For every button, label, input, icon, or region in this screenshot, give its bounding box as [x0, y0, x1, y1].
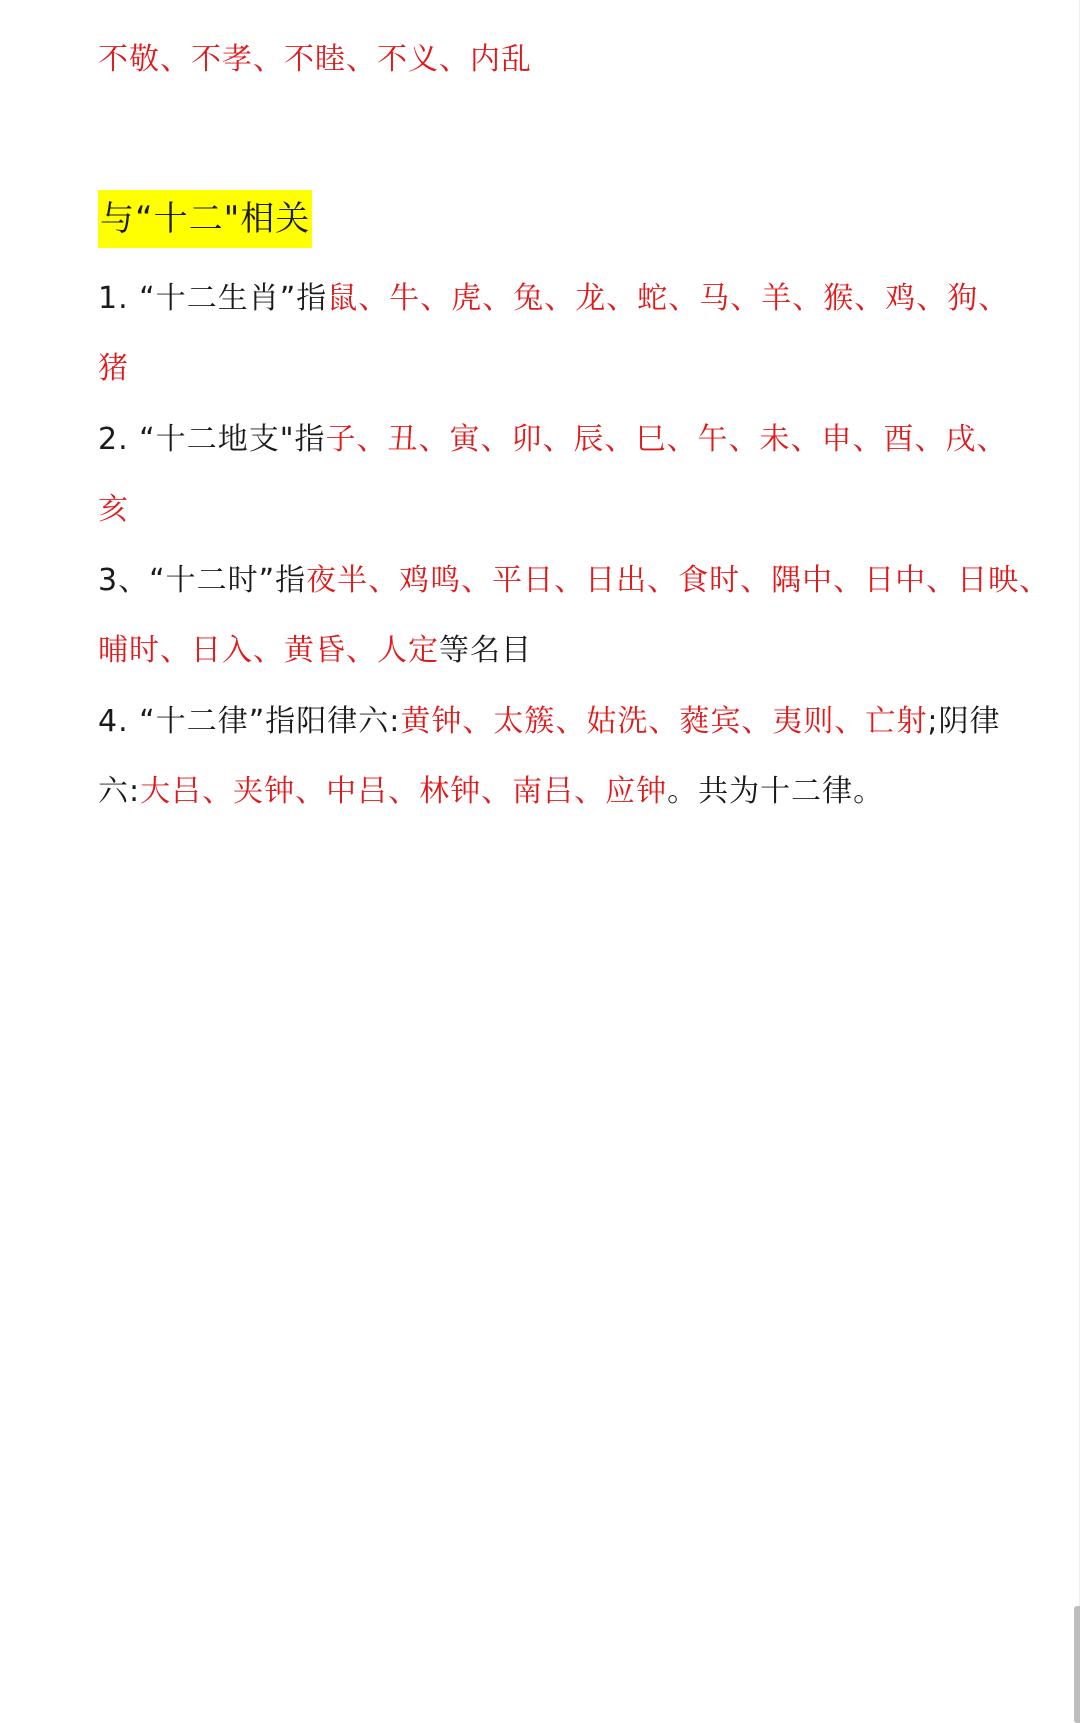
item-4-yin-values: 大吕、夹钟、中吕、林钟、南吕、应钟: [140, 774, 668, 809]
item-1-prefix: 1. “十二生肖”指: [98, 281, 328, 316]
scrollbar-thumb[interactable]: [1074, 1606, 1080, 1723]
item-3-prefix: 3、“十二时”指: [98, 563, 307, 598]
item-2-line-2: [98, 475, 129, 545]
item-1-values-cont: 猪: [98, 351, 129, 386]
item-2-line-1: [98, 405, 1008, 475]
section-heading: 与“十二"相关: [98, 190, 312, 248]
item-4-suffix: 。共为十二律。: [667, 774, 885, 809]
item-1-line-1: [98, 264, 1009, 334]
item-4-prefix: 4. “十二律”指阳律六:: [98, 704, 401, 739]
top-line-text: 不敬、不孝、不睦、不义、内乱: [98, 42, 532, 77]
item-3-line-2: [98, 616, 532, 686]
item-3-values: 夜半、鸡鸣、平日、日出、食时、隅中、日中、日映、: [306, 563, 1051, 598]
item-4-yin-prefix: ;阴律: [927, 704, 1001, 739]
item-4-line-2: [98, 757, 884, 827]
item-2-values: 子、丑、寅、卯、辰、巳、午、未、申、酉、戌、: [325, 422, 1008, 457]
item-3-values-cont: 晡时、日入、黄昏、人定: [98, 633, 439, 668]
item-2-prefix: 2. “十二地支"指: [98, 422, 326, 457]
item-4-yang-values: 黄钟、太簇、姑洗、蕤宾、夷则、亡射: [400, 704, 928, 739]
item-1-line-2: [98, 334, 129, 404]
item-4-line-1: [98, 687, 1000, 757]
item-3-line-1: [98, 546, 1050, 616]
item-3-suffix: 等名目: [439, 633, 532, 668]
item-4-yin-label: 六:: [98, 774, 141, 809]
item-2-values-cont: 亥: [98, 492, 129, 527]
item-1-values: 鼠、牛、虎、兔、龙、蛇、马、羊、猴、鸡、狗、: [327, 281, 1010, 316]
